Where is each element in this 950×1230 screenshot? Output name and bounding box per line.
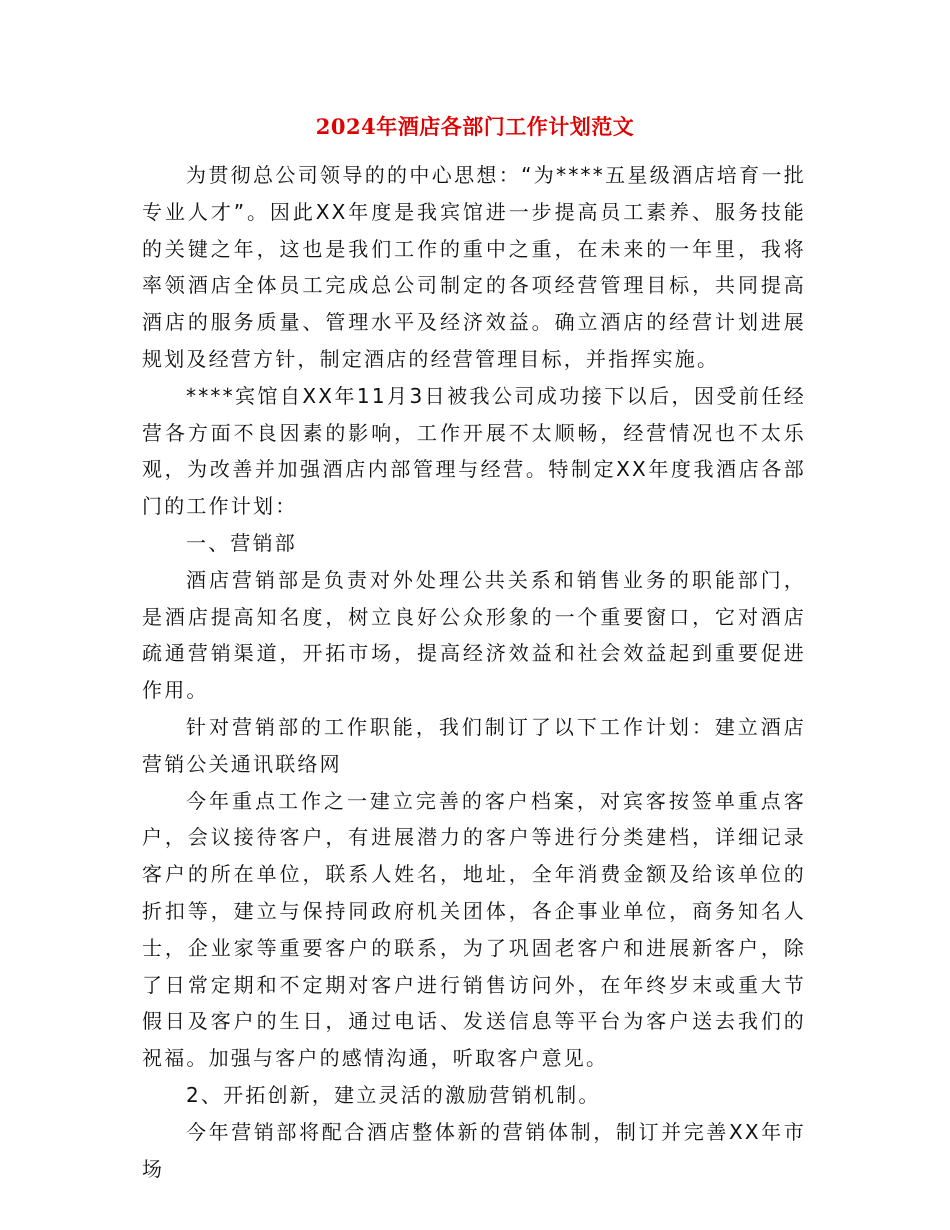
- paragraph: 今年重点工作之一建立完善的客户档案，对宾客按签单重点客户，会议接待客户，有进展潜力的客户等进行分类建档，详细记录客户的所在单位，联系人姓名，地址，全年消费金额及给该单位的折扣等，建立与保持同政府机关团体，各企事业单位，商务知名人士，企业家等重要客户的联系，为了巩固老客户和进展新客户，除了日常定期和不定期对客户进行销售访问外，在年终岁末或重大节假日及客户的生日，通过电话、发送信息等平台为客户送去我们的祝福。加强与客户的感情沟通，听取客户意见。: [142, 788, 806, 1071]
- document-title: 2024年酒店各部门工作计划范文: [315, 114, 635, 139]
- paragraph: 今年营销部将配合酒店整体新的营销体制，制订并完善XX年市场: [142, 1119, 806, 1181]
- paragraph: ****宾馆自XX年11月3日被我公司成功接下以后，因受前任经营各方面不良因素的影响，工作开展不太顺畅，经营情况也不太乐观，为改善并加强酒店内部管理与经营。特制定XX年度我酒店各部门的工作计划：: [142, 383, 806, 519]
- sub-heading: 2、开拓创新，建立灵活的激励营销机制。: [186, 1082, 601, 1107]
- section-heading: 一、营销部: [186, 530, 297, 555]
- paragraph: 为贯彻总公司领导的的中心思想：“为****五星级酒店培育一批专业人才”。因此XX年度是我宾馆进一步提高员工素养、服务技能的关键之年，这也是我们工作的重中之重，在未来的一年里，我将率领酒店全体员工完成总公司制定的各项经营管理目标，共同提高酒店的服务质量、管理水平及经济效益。确立酒店的经营计划进展规划及经营方针，制定酒店的经营管理目标，并指挥实施。: [142, 163, 806, 371]
- paragraph: 针对营销部的工作职能，我们制订了以下工作计划：建立酒店营销公关通讯联络网: [142, 714, 806, 776]
- paragraph: 酒店营销部是负责对外处理公共关系和销售业务的职能部门，是酒店提高知名度，树立良好公众形象的一个重要窗口，它对酒店疏通营销渠道，开拓市场，提高经济效益和社会效益起到重要促进作用。: [142, 567, 806, 703]
- document-body: [142, 157, 806, 1187]
